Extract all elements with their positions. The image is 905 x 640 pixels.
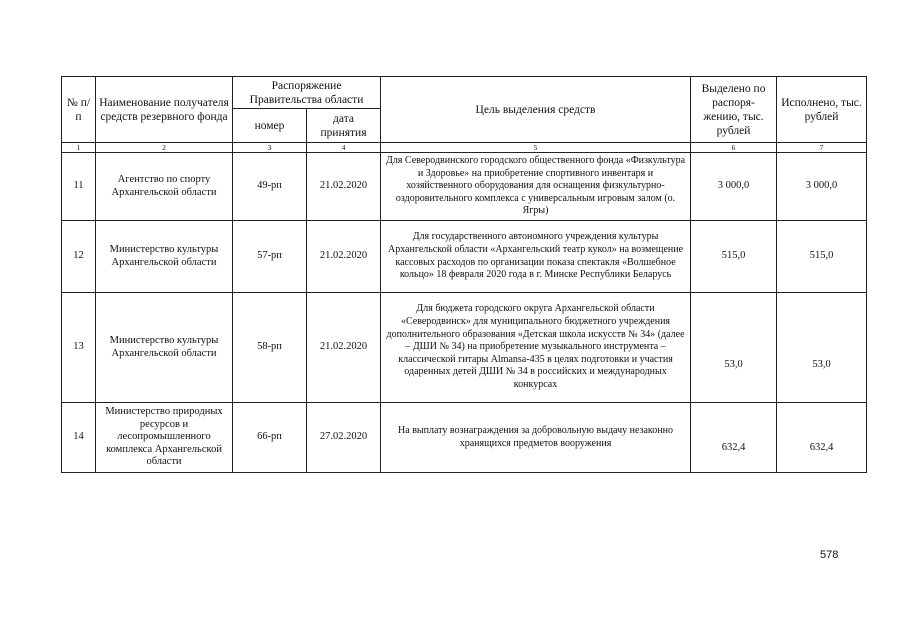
- header-row-1: [62, 77, 867, 109]
- row-order-date: 21.02.2020: [307, 221, 381, 293]
- row-recipient: Министерство культуры Архангельской области: [96, 293, 233, 403]
- row-order-date: 21.02.2020: [307, 153, 381, 221]
- header-order-number: номер: [233, 109, 307, 143]
- row-num: 12: [62, 221, 96, 293]
- header-recipient: Наименование получателя средств резервного фонда: [96, 77, 233, 143]
- row-num: 13: [62, 293, 96, 403]
- row-allocated: 3 000,0: [691, 153, 777, 221]
- row-recipient: Министерство культуры Архангельской области: [96, 221, 233, 293]
- row-purpose: Для Северодвинского городского общественного фонда «Физкультура и Здоровье» на приобретение спортивного инвентаря и хозяйственного оборудования для оснащения физкультурно-оздоровительного комплекса с универсальным игровым залом (о. Ягры): [381, 153, 691, 221]
- reserve-fund-table: [61, 76, 867, 473]
- column-number: 2: [96, 143, 233, 153]
- column-number: 7: [777, 143, 867, 153]
- table-row: [62, 153, 867, 221]
- row-purpose: На выплату вознаграждения за добровольную выдачу незаконно хранящихся предметов вооружения: [381, 403, 691, 473]
- column-number: 3: [233, 143, 307, 153]
- table-row: [62, 403, 867, 473]
- header-purpose: Цель выделения средств: [381, 77, 691, 143]
- row-order-number: 66-рп: [233, 403, 307, 473]
- row-order-date: 21.02.2020: [307, 293, 381, 403]
- row-allocated: 515,0: [691, 221, 777, 293]
- column-number: 6: [691, 143, 777, 153]
- row-recipient: Министерство природных ресурсов и лесопромышленного комплекса Архангельской области: [96, 403, 233, 473]
- row-executed: 3 000,0: [777, 153, 867, 221]
- row-executed: 515,0: [777, 221, 867, 293]
- row-order-date: 27.02.2020: [307, 403, 381, 473]
- column-number: 4: [307, 143, 381, 153]
- row-order-number: 58-рп: [233, 293, 307, 403]
- row-executed: 632,4: [777, 403, 867, 473]
- row-order-number: 57-рп: [233, 221, 307, 293]
- row-num: 14: [62, 403, 96, 473]
- row-recipient: Агентство по спорту Архангельской области: [96, 153, 233, 221]
- row-purpose: Для государственного автономного учреждения культуры Архангельской области «Архангельский театр кукол» на возмещение кассовых расходов по организации показа спектакля «Волшебное кольцо» 18 февраля 2020 года в г. Минске Республики Беларусь: [381, 221, 691, 293]
- header-allocated: Выделено по распоря-жению, тыс. рублей: [691, 77, 777, 143]
- row-order-number: 49-рп: [233, 153, 307, 221]
- row-allocated: 53,0: [691, 293, 777, 403]
- column-number: 5: [381, 143, 691, 153]
- table-row: [62, 221, 867, 293]
- row-executed: 53,0: [777, 293, 867, 403]
- row-allocated: 632,4: [691, 403, 777, 473]
- column-number: 1: [62, 143, 96, 153]
- row-num: 11: [62, 153, 96, 221]
- column-number-row: [62, 143, 867, 153]
- header-order-date: дата принятия: [307, 109, 381, 143]
- header-order-group: Распоряжение Правительства области: [233, 77, 381, 109]
- row-purpose: Для бюджета городского округа Архангельской области «Северодвинск» для муниципального бюджетного учреждения дополнительного образования «Детская школа искусств № 34» (далее – ДШИ № 34) на приобретение музыкального инструмента – классической гитары Almansa-435 в целях подготовки и участия одаренных детей ДШИ № 34 в российских и международных конкурсах: [381, 293, 691, 403]
- header-executed: Исполнено, тыс. рублей: [777, 77, 867, 143]
- table-row: [62, 293, 867, 403]
- page-number: 578: [820, 549, 839, 561]
- header-num: № п/п: [62, 77, 96, 143]
